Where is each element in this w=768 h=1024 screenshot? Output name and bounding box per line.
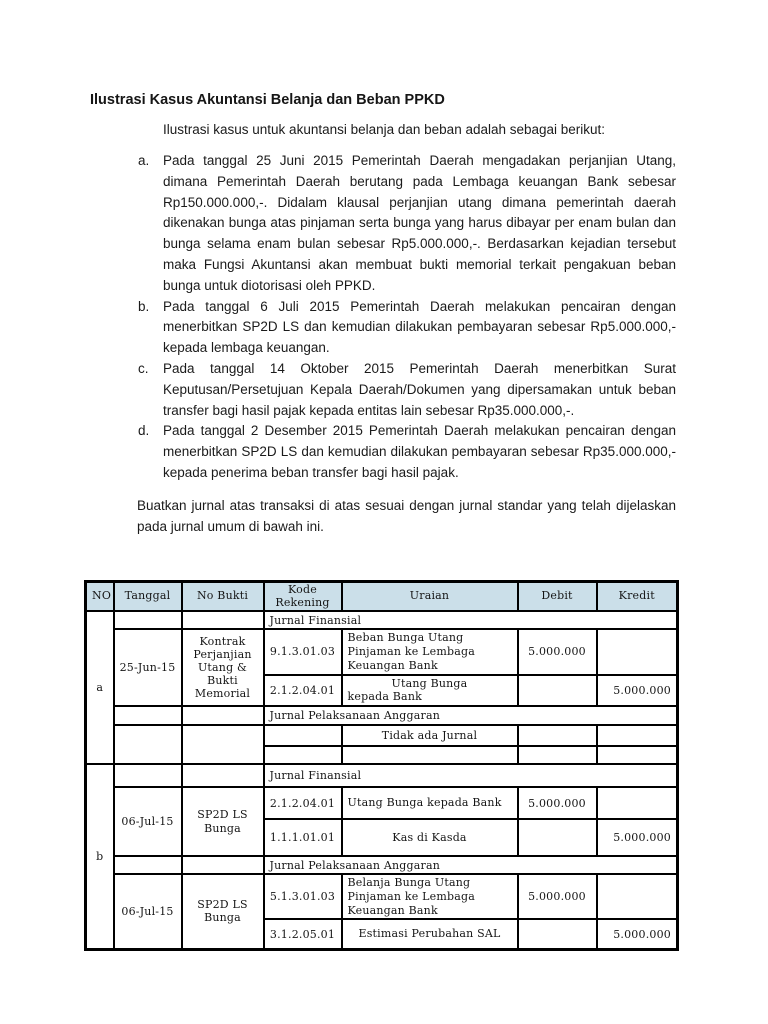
uraian-cell: Kas di Kasda bbox=[342, 819, 518, 856]
uraian-cell: Beban Bunga Utang Pinjaman ke Lembaga Keuangan Bank bbox=[342, 629, 518, 674]
header-debit: Debit bbox=[518, 582, 597, 612]
debit-cell: 5.000.000 bbox=[518, 787, 597, 819]
tanggal-cell bbox=[114, 706, 182, 725]
case-text: Pada tanggal 6 Juli 2015 Pemerintah Daerah melakukan pencairan dengan menerbitkan SP2D LS dan kemudian dilakukan pembayaran sebesar Rp5.000.000,- kepada lembaga keuangan. bbox=[163, 298, 676, 356]
section-no-cell: a bbox=[86, 611, 114, 764]
kode-rekening-cell: 9.1.3.01.03 bbox=[264, 629, 342, 674]
no-bukti-cell bbox=[182, 706, 264, 725]
kredit-cell bbox=[597, 629, 678, 674]
intro-paragraph: Ilustrasi kasus untuk akuntansi belanja dan beban adalah sebagai berikut: bbox=[163, 122, 606, 137]
tanggal-cell: 06-Jul-15 bbox=[114, 874, 182, 949]
case-item-d bbox=[138, 421, 676, 483]
case-text: Pada tanggal 14 Oktober 2015 Pemerintah Daerah menerbitkan Surat Keputusan/Persetujuan Kepala Daerah/Dokumen yang dipersamakan untuk beban transfer bagi hasil pajak kepada entitas lain sebesar Rp35.000.000,-. bbox=[163, 360, 676, 418]
tanggal-cell: 25-Jun-15 bbox=[114, 629, 182, 706]
uraian-cell: Utang Bunga kepada Bank bbox=[342, 675, 518, 707]
kredit-cell bbox=[597, 787, 678, 819]
header-kredit: Kredit bbox=[597, 582, 678, 612]
debit-cell bbox=[518, 725, 597, 746]
table-row bbox=[86, 725, 678, 746]
header-no: NO bbox=[86, 582, 114, 612]
case-text: Pada tanggal 2 Desember 2015 Pemerintah Daerah melakukan pencairan dengan menerbitkan SP2D LS dan kemudian dilakukan pembayaran sebesar Rp35.000.000,- kepada penerima beban transfer bagi hasil pajak. bbox=[163, 423, 676, 480]
jurnal-pelaksanaan-label: Jurnal Pelaksanaan Anggaran bbox=[264, 706, 678, 725]
kredit-cell bbox=[597, 874, 678, 919]
case-item-b bbox=[138, 297, 676, 359]
header-kode-rekening: Kode Rekening bbox=[264, 582, 342, 612]
kredit-cell bbox=[597, 725, 678, 746]
debit-cell bbox=[518, 819, 597, 856]
page-title: Ilustrasi Kasus Akuntansi Belanja dan Beban PPKD bbox=[90, 92, 445, 108]
tanggal-cell bbox=[114, 725, 182, 764]
kredit-cell: 5.000.000 bbox=[597, 919, 678, 949]
uraian-cell: Belanja Bunga Utang Pinjaman ke Lembaga Keuangan Bank bbox=[342, 874, 518, 919]
header-no-bukti: No Bukti bbox=[182, 582, 264, 612]
kode-rekening-cell: 3.1.2.05.01 bbox=[264, 919, 342, 949]
no-bukti-cell bbox=[182, 725, 264, 764]
kode-rekening-cell: 5.1.3.01.03 bbox=[264, 874, 342, 919]
header-uraian: Uraian bbox=[342, 582, 518, 612]
tanggal-cell bbox=[114, 611, 182, 629]
no-bukti-cell bbox=[182, 764, 264, 787]
debit-cell: 5.000.000 bbox=[518, 629, 597, 674]
case-list bbox=[138, 151, 676, 484]
kredit-cell: 5.000.000 bbox=[597, 819, 678, 856]
kredit-cell bbox=[597, 746, 678, 764]
table-row bbox=[86, 856, 678, 874]
debit-cell: 5.000.000 bbox=[518, 874, 597, 919]
closing-paragraph: Buatkan jurnal atas transaksi di atas sesuai dengan jurnal standar yang telah dijelaskan pada jurnal umum di bawah ini. bbox=[137, 498, 676, 534]
table-row bbox=[86, 629, 678, 674]
no-bukti-cell: SP2D LS Bunga bbox=[182, 787, 264, 856]
section-no-cell: b bbox=[86, 764, 114, 949]
jurnal-pelaksanaan-label: Jurnal Pelaksanaan Anggaran bbox=[264, 856, 678, 874]
jurnal-finansial-label: Jurnal Finansial bbox=[264, 611, 678, 629]
table-row bbox=[86, 611, 678, 629]
case-marker: c. bbox=[138, 360, 149, 376]
kode-rekening-cell bbox=[264, 746, 342, 764]
case-marker: a. bbox=[138, 153, 150, 168]
kode-rekening-cell: 2.1.2.04.01 bbox=[264, 787, 342, 819]
table-row bbox=[86, 874, 678, 919]
header-tanggal: Tanggal bbox=[114, 582, 182, 612]
no-bukti-cell bbox=[182, 856, 264, 874]
kode-rekening-cell bbox=[264, 725, 342, 746]
debit-cell bbox=[518, 675, 597, 707]
uraian-cell: Utang Bunga kepada Bank bbox=[342, 787, 518, 819]
jurnal-finansial-label: Jurnal Finansial bbox=[264, 764, 678, 787]
tanggal-cell bbox=[114, 856, 182, 874]
case-text: Pada tanggal 25 Juni 2015 Pemerintah Daerah mengadakan perjanjian Utang, dimana Pemerintah Daerah berutang pada Lembaga keuangan Bank sebesar Rp150.000.000,-. Didalam klausal perjanjian utang dimana pemerintah daerah dikenakan bunga atas pinjaman serta bunga yang harus dibayar per enam bulan dan bunga selama enam bulan sebesar Rp5.000.000,-. Berdasarkan kejadian tersebut maka Fungsi Akuntansi akan membuat bukti memorial terkait pengakuan beban bunga untuk diotorisasi oleh PPKD. bbox=[163, 153, 676, 293]
journal-table bbox=[84, 580, 679, 951]
table-header-row bbox=[86, 582, 678, 612]
kode-rekening-cell: 1.1.1.01.01 bbox=[264, 819, 342, 856]
case-item-c bbox=[138, 359, 676, 421]
debit-cell bbox=[518, 746, 597, 764]
kredit-cell: 5.000.000 bbox=[597, 675, 678, 707]
case-marker: d. bbox=[138, 423, 150, 439]
tanggal-cell bbox=[114, 764, 182, 787]
kode-rekening-cell: 2.1.2.04.01 bbox=[264, 675, 342, 707]
table-row bbox=[86, 764, 678, 787]
no-bukti-cell: SP2D LS Bunga bbox=[182, 874, 264, 949]
no-bukti-cell: Kontrak Perjanjian Utang & Bukti Memorial bbox=[182, 629, 264, 706]
case-item-a bbox=[138, 151, 676, 297]
case-marker: b. bbox=[138, 298, 150, 314]
tanggal-cell: 06-Jul-15 bbox=[114, 787, 182, 856]
uraian-cell: Tidak ada Jurnal bbox=[342, 725, 518, 746]
no-bukti-cell bbox=[182, 611, 264, 629]
uraian-cell bbox=[342, 746, 518, 764]
debit-cell bbox=[518, 919, 597, 949]
uraian-cell: Estimasi Perubahan SAL bbox=[342, 919, 518, 949]
table-row bbox=[86, 787, 678, 819]
table-row bbox=[86, 706, 678, 725]
